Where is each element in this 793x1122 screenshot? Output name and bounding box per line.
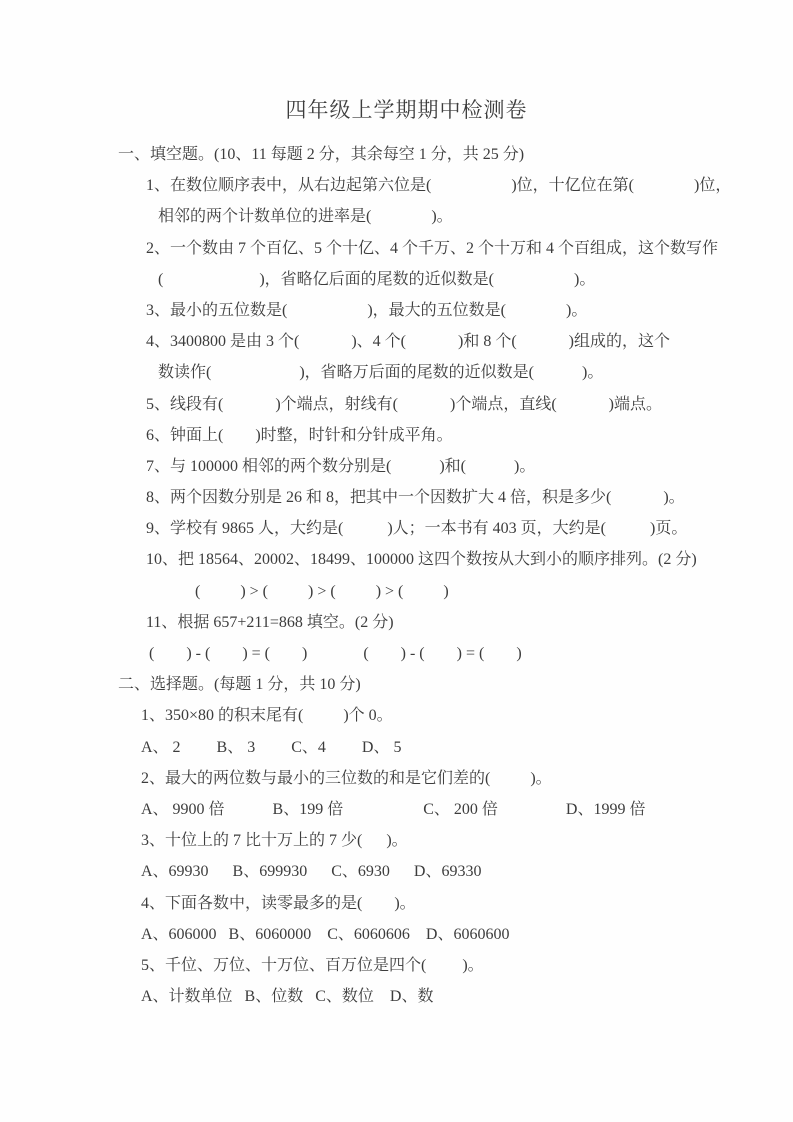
- fill-blank-q8: 8、两个因数分别是 26 和 8，把其中一个因数扩大 4 倍，积是多少( )。: [146, 489, 685, 507]
- fill-blank-q9: 9、学校有 9865 人，大约是( )人；一本书有 403 页，大约是( )页。: [146, 520, 688, 538]
- choice-q2-options: A、 9900 倍 B、199 倍 C、 200 倍 D、1999 倍: [141, 800, 646, 818]
- section-choice-heading: 二、选择题。(每题 1 分，共 10 分): [118, 676, 361, 694]
- fill-blank-q10-line1: 10、把 18564、20002、18499、100000 这四个数按从大到小的顺序排列。(2 分): [146, 551, 697, 569]
- choice-q5-options: A、计数单位 B、位数 C、数位 D、数: [141, 988, 434, 1006]
- fill-blank-q5: 5、线段有( )个端点，射线有( )个端点，直线( )端点。: [146, 395, 662, 413]
- choice-q1-options: A、 2 B、 3 C、4 D、 5: [141, 738, 402, 756]
- choice-q4: 4、下面各数中，读零最多的是( )。: [141, 894, 416, 912]
- fill-blank-q1-line2: 相邻的两个计数单位的进率是( )。: [158, 208, 453, 226]
- choice-q3: 3、十位上的 7 比十万上的 7 少( )。: [141, 832, 408, 850]
- fill-blank-q2-line1: 2、一个数由 7 个百亿、5 个十亿、4 个千万、2 个十万和 4 个百组成，这个数写作: [146, 239, 719, 257]
- fill-blank-q4-line2: 数读作( )，省略万后面的尾数的近似数是( )。: [158, 364, 604, 382]
- choice-q4-options: A、606000 B、6060000 C、6060606 D、6060600: [141, 925, 510, 943]
- choice-q3-options: A、69930 B、699930 C、6930 D、69330: [141, 863, 482, 881]
- choice-q2: 2、最大的两位数与最小的三位数的和是它们差的( )。: [141, 769, 552, 787]
- fill-blank-q10-answer-row: ( ) > ( ) > ( ) > ( ): [195, 582, 449, 600]
- choice-q1: 1、350×80 的积末尾有( )个 0。: [141, 707, 393, 725]
- exam-title: 四年级上学期期中检测卷: [285, 98, 528, 122]
- choice-q5: 5、千位、万位、十万位、百万位是四个( )。: [141, 956, 484, 974]
- fill-blank-q3: 3、最小的五位数是( )，最大的五位数是( )。: [146, 301, 588, 319]
- fill-blank-q2-line2: ( )，省略亿后面的尾数的近似数是( )。: [158, 270, 596, 288]
- fill-blank-q6: 6、钟面上( )时整，时针和分针成平角。: [146, 426, 453, 444]
- fill-blank-q1-line1: 1、在数位顺序表中，从右边起第六位是( )位，十亿位在第( )位，: [146, 177, 732, 195]
- fill-blank-q7: 7、与 100000 相邻的两个数分别是( )和( )。: [146, 457, 536, 475]
- fill-blank-q11-line1: 11、根据 657+211=868 填空。(2 分): [146, 613, 394, 631]
- exam-content: [0, 139, 793, 1012]
- fill-blank-q11-answer-row: ( ) - ( ) = ( ) ( ) - ( ) = ( ): [149, 645, 522, 662]
- section-fill-blank-heading: 一、填空题。(10、11 每题 2 分，其余每空 1 分，共 25 分): [118, 146, 525, 163]
- fill-blank-q4-line1: 4、3400800 是由 3 个( )、4 个( )和 8 个( )组成的，这个: [146, 333, 670, 351]
